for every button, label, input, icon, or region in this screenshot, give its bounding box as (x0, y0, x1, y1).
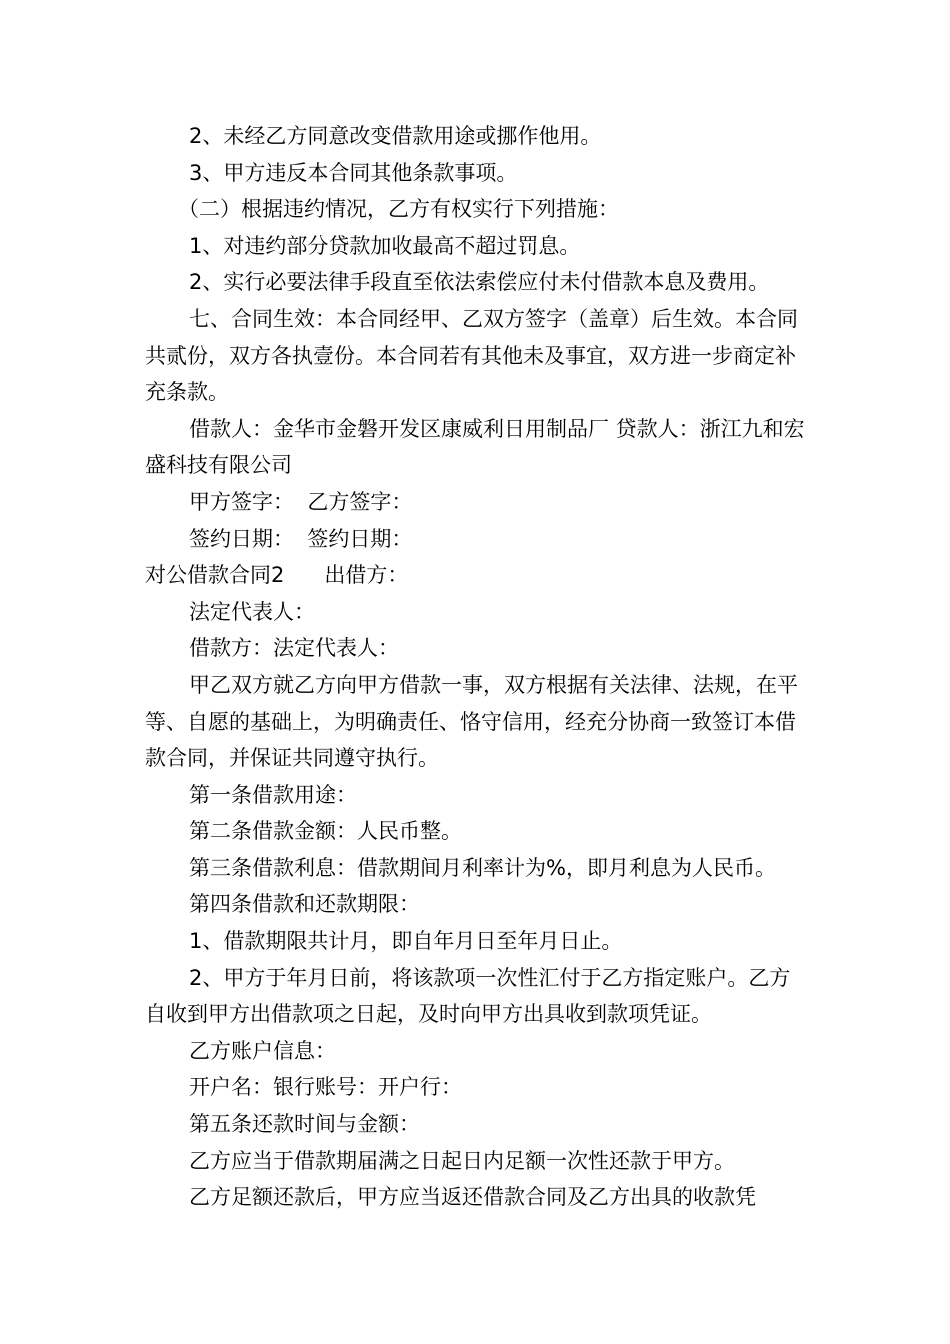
paragraph: 第二条借款金额：人民币整。 (189, 819, 462, 844)
paragraph: 借款方：法定代表人： (189, 636, 399, 661)
paragraph: 法定代表人： (189, 599, 315, 624)
paragraph: 1、借款期限共计月，即自年月日至年月日止。 (189, 929, 623, 954)
paragraph: 3、甲方违反本合同其他条款事项。 (189, 160, 518, 185)
paragraph: 第五条还款时间与金额： (189, 1112, 420, 1137)
document-body (145, 118, 810, 1216)
paragraph: 乙方账户信息： (189, 1038, 336, 1063)
contract-title: 对公借款合同2 (145, 563, 285, 588)
contract-title-line (145, 557, 810, 594)
lender-label: 出借方： (324, 563, 409, 588)
paragraph: 甲乙双方就乙方向甲方借款一事，双方根据有关法律、法规，在平等、自愿的基础上，为明确责任、恪守信用，经充分协商一致签订本借款合同，并保证共同遵守执行。 (145, 672, 798, 771)
paragraph: 1、对违约部分贷款加收最高不超过罚息。 (189, 233, 581, 258)
paragraph: 2、未经乙方同意改变借款用途或挪作他用。 (189, 124, 602, 148)
paragraph: 签约日期： 签约日期： (189, 526, 413, 551)
paragraph: 借款人：金华市金磐开发区康威利日用制品厂 贷款人：浙江九和宏盛科技有限公司 (145, 416, 805, 478)
paragraph: 2、实行必要法律手段直至依法索偿应付未付借款本息及费用。 (189, 270, 770, 295)
paragraph: （二）根据违约情况，乙方有权实行下列措施： (178, 197, 619, 222)
paragraph: 开户名：银行账号：开户行： (189, 1075, 462, 1100)
paragraph: 第一条借款用途： (189, 782, 357, 807)
paragraph: 2、甲方于年月日前，将该款项一次性汇付于乙方指定账户。乙方自收到甲方出借款项之日起，及时向甲方出具收到款项凭证。 (145, 965, 791, 1027)
paragraph: 第三条借款利息：借款期间月利率计为%，即月利息为人民币。 (189, 855, 776, 880)
paragraph: 第四条借款和还款期限： (189, 892, 420, 917)
contract-section-1 (145, 118, 810, 557)
paragraph: 七、合同生效：本合同经甲、乙双方签字（盖章）后生效。本合同共贰份，双方各执壹份。本合同若有其他未及事宜，双方进一步商定补充条款。 (145, 306, 798, 405)
paragraph: 乙方应当于借款期届满之日起日内足额一次性还款于甲方。 (189, 1148, 735, 1173)
contract-section-2 (145, 594, 810, 1216)
paragraph: 甲方签字： 乙方签字： (189, 489, 413, 514)
paragraph: 乙方足额还款后，甲方应当返还借款合同及乙方出具的收款凭 (189, 1185, 756, 1210)
